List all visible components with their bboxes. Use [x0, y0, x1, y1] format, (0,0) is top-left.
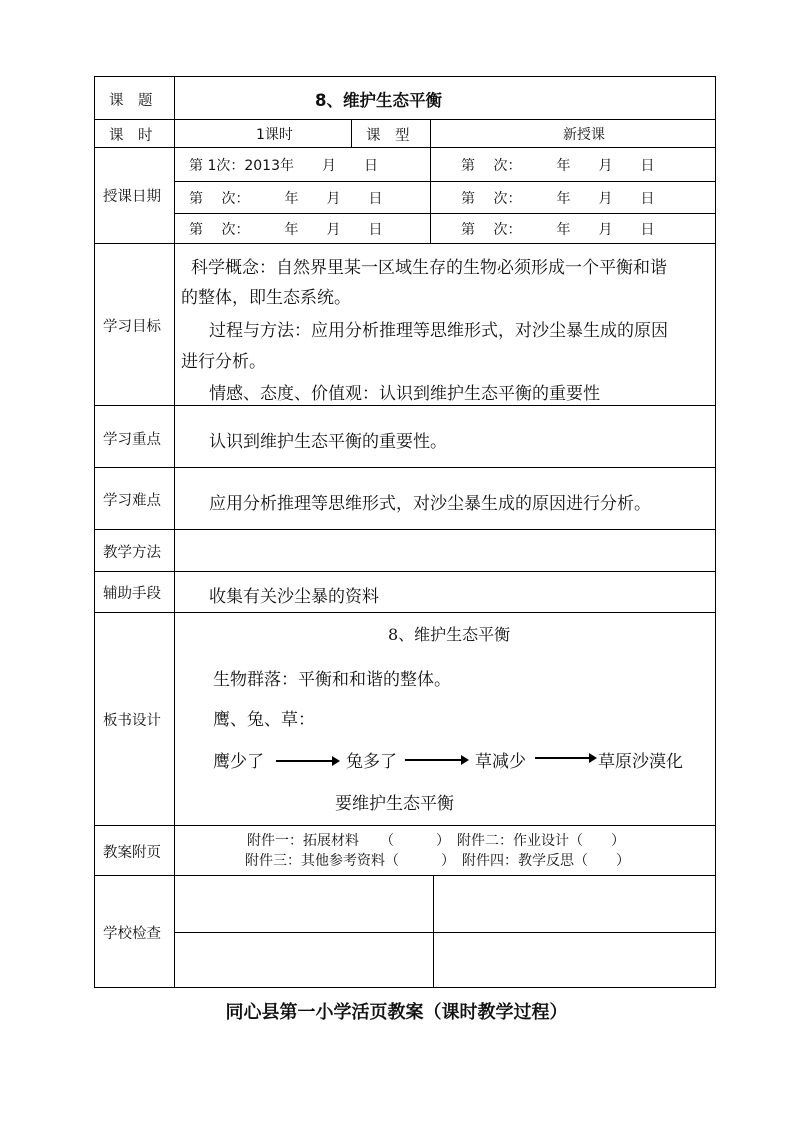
check-cell[interactable]: [175, 876, 433, 932]
attachments-line1: 附件一：拓展材料 （ ） 附件二：作业设计（ ）: [247, 833, 625, 849]
board-line2: 鹰、兔、草：: [213, 710, 315, 730]
check-label: 学校检查: [103, 926, 161, 942]
rule: [351, 119, 352, 147]
rule: [175, 181, 715, 182]
rule: [174, 77, 175, 987]
aids-label: 辅助手段: [103, 586, 161, 602]
arrow-right-icon: [535, 757, 595, 759]
goals-line1: 科学概念：自然界里某一区域生存的生物必须形成一个平衡和谐: [191, 258, 667, 278]
board-title: 8、维护生态平衡: [388, 625, 511, 644]
rule: [95, 529, 715, 530]
subject-label: 课 题: [109, 93, 153, 109]
chain-step: 草原沙漠化: [598, 752, 683, 772]
board-line1: 生物群落：平衡和和谐的整体。: [213, 670, 451, 690]
arrow-right-icon: [276, 760, 338, 762]
board-conclusion: 要维护生态平衡: [335, 794, 454, 814]
date-row1-left: 第 1次：2013年 月 日: [189, 158, 378, 174]
footer-title: 同心县第一小学活页教案（课时教学过程）: [225, 1002, 568, 1023]
difficulty-text: 应用分析推理等思维形式，对沙尘暴生成的原因进行分析。: [209, 494, 651, 514]
key-point-text: 认识到维护生态平衡的重要性。: [209, 432, 447, 452]
chain-step: 草减少: [475, 752, 526, 772]
method-label: 教学方法: [103, 545, 161, 561]
type-value: 新授课: [563, 127, 605, 143]
chain-step: 兔多了: [346, 752, 397, 772]
rule: [95, 612, 715, 613]
type-label: 课 型: [366, 128, 410, 144]
date-row2-right: 第 次： 年 月 日: [461, 191, 655, 207]
rule: [95, 405, 715, 406]
rule: [95, 147, 715, 148]
lesson-plan-table: [94, 76, 716, 988]
rule: [95, 825, 715, 826]
check-cell[interactable]: [434, 876, 715, 932]
goals-label: 学习目标: [103, 319, 161, 335]
goals-line2: 的整体，即生态系统。: [181, 288, 351, 308]
attachments-label: 教案附页: [103, 845, 161, 861]
date-row3-right: 第 次： 年 月 日: [461, 222, 655, 238]
rule: [95, 243, 715, 244]
rule: [175, 213, 715, 214]
chain-step: 鹰少了: [213, 752, 264, 772]
date-row2-left: 第 次： 年 月 日: [189, 191, 383, 207]
dates-label: 授课日期: [103, 189, 161, 205]
period-label: 课 时: [109, 128, 153, 144]
rule: [95, 571, 715, 572]
goals-line3: 过程与方法：应用分析推理等思维形式，对沙尘暴生成的原因: [209, 321, 668, 341]
aids-text: 收集有关沙尘暴的资料: [209, 587, 379, 607]
key-point-label: 学习重点: [103, 432, 161, 448]
goals-line5: 情感、态度、价值观：认识到维护生态平衡的重要性: [209, 384, 600, 404]
arrow-right-icon: [405, 759, 467, 761]
check-cell[interactable]: [434, 933, 715, 987]
date-row1-right: 第 次： 年 月 日: [461, 158, 655, 174]
rule: [95, 119, 715, 120]
board-label: 板书设计: [103, 713, 161, 729]
difficulty-label: 学习难点: [103, 493, 161, 509]
lesson-title: 8、维护生态平衡: [315, 91, 442, 110]
rule: [95, 467, 715, 468]
rule: [430, 119, 431, 243]
date-row3-left: 第 次： 年 月 日: [189, 222, 383, 238]
attachments-line2: 附件三：其他参考资料（ ） 附件四：教学反思（ ）: [245, 853, 630, 869]
goals-line4: 进行分析。: [181, 352, 266, 372]
period-value: 1课时: [256, 127, 293, 143]
check-cell[interactable]: [175, 933, 433, 987]
